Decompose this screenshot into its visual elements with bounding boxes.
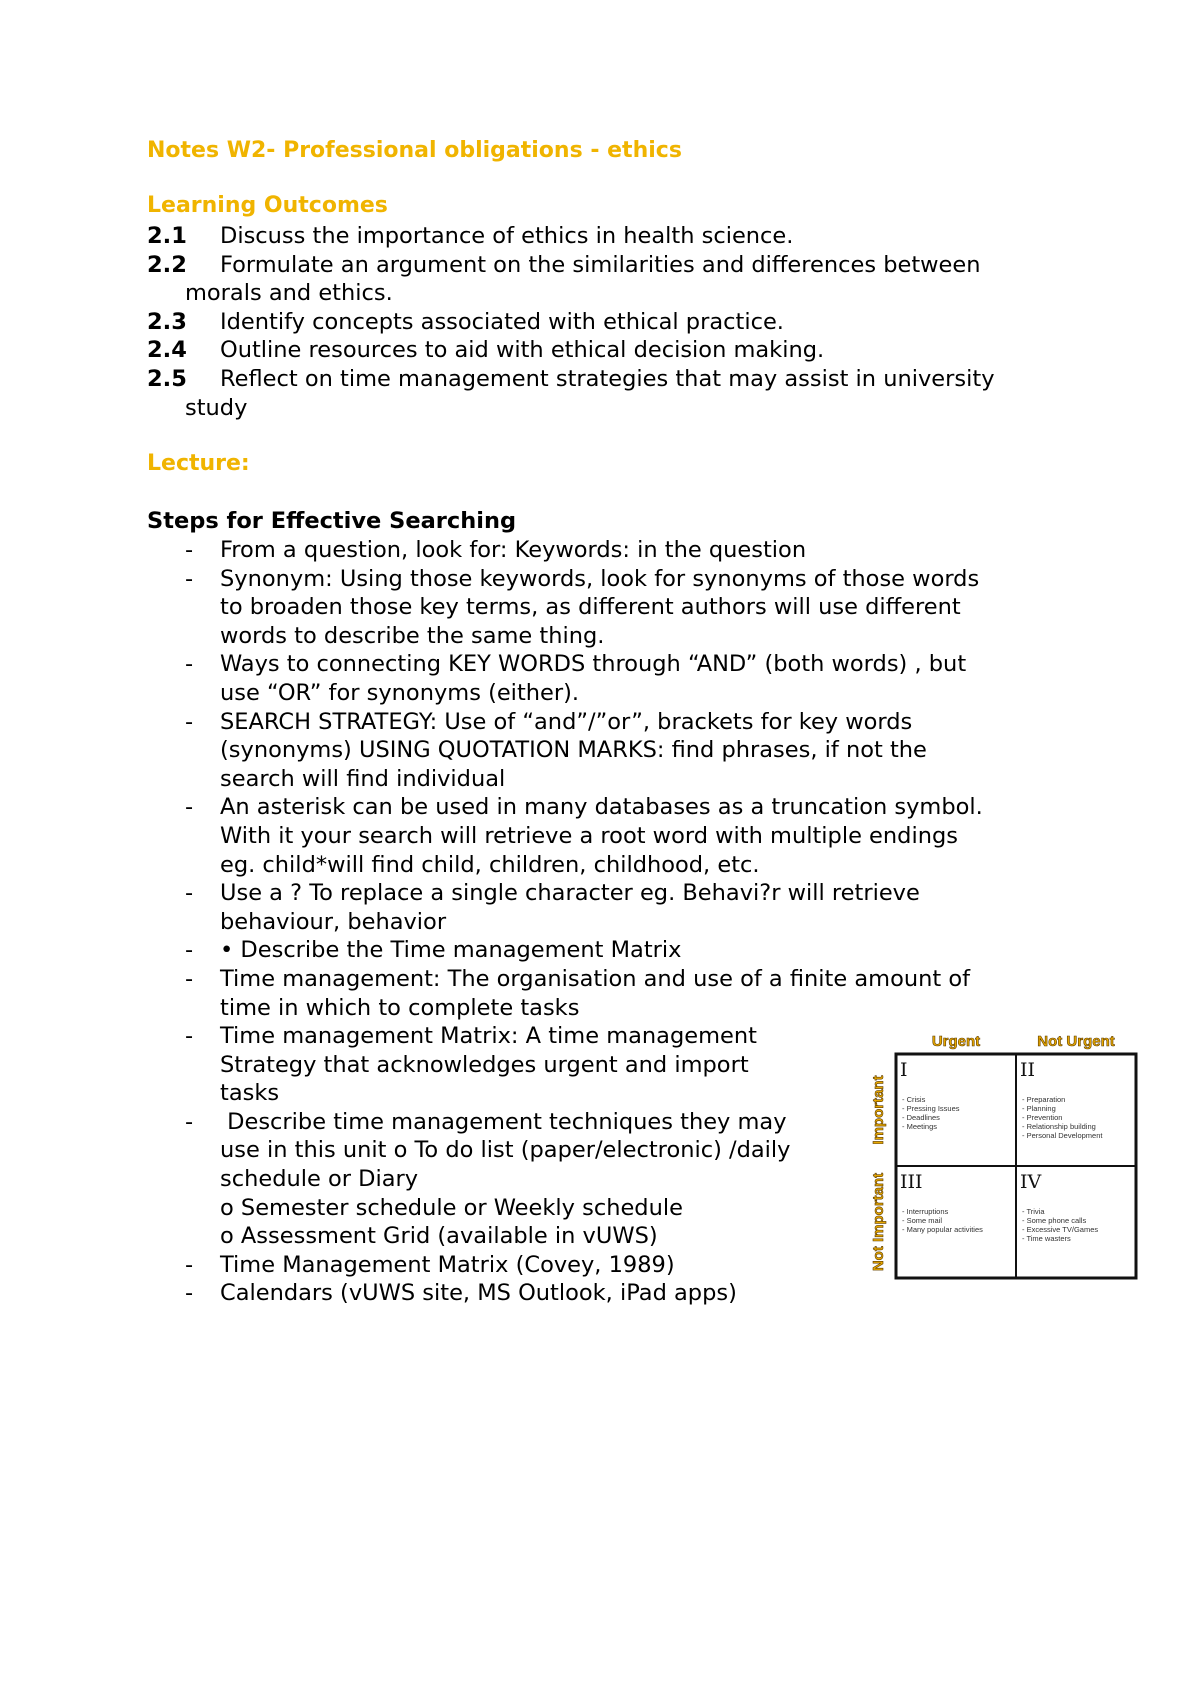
matrix-quadrant-numeral: II (1020, 1059, 1036, 1081)
bullet-item (147, 650, 983, 707)
bullet-text-line: Describe time management techniques they may (220, 1108, 787, 1135)
matrix-quadrant-item: - Many popular activities (902, 1225, 983, 1234)
outcome-text: Reflect on time management strategies that may assist in university (220, 365, 995, 392)
bullet-text-line: (synonyms) USING QUOTATION MARKS: find phrases, if not the (220, 737, 927, 764)
outcome-number: 2.5 (147, 365, 187, 392)
matrix-quadrant-item: - Pressing Issues (902, 1104, 960, 1113)
outcome-item (147, 336, 1097, 365)
outcome-item (147, 222, 1097, 251)
bullet-text-line: use “OR” for synonyms (either). (220, 679, 580, 706)
bullet-text-line: tasks (220, 1080, 280, 1107)
matrix-quadrant-item: - Some mail (902, 1216, 943, 1225)
time-management-matrix-image (858, 1030, 1140, 1282)
learning-outcomes-heading: Learning Outcomes (147, 193, 388, 218)
bullet-dash: - (185, 1023, 194, 1050)
bullet-item (147, 708, 983, 794)
bullet-text-line: With it your search will retrieve a root word with multiple endings (220, 822, 958, 849)
matrix-quadrant-item: - Interruptions (902, 1207, 949, 1216)
learning-outcomes-list (147, 222, 1097, 422)
matrix-quadrant-numeral: I (900, 1059, 908, 1081)
bullet-item (147, 793, 983, 879)
outcome-number: 2.2 (147, 251, 187, 278)
outcome-text: Formulate an argument on the similarities and differences between (220, 251, 981, 278)
bullet-text-line: to broaden those key terms, as different authors will use different (220, 594, 961, 621)
bullet-text-line: An asterisk can be used in many databases as a truncation symbol. (220, 794, 983, 821)
bullet-dash: - (185, 565, 194, 592)
outcome-text-continued: study (185, 394, 248, 421)
matrix-quadrant-item: - Preparation (1022, 1095, 1066, 1104)
bullet-text-line: Strategy that acknowledges urgent and import (220, 1051, 749, 1078)
outcome-text: Identify concepts associated with ethical practice. (220, 308, 784, 335)
matrix-quadrant-item: - Crisis (902, 1095, 926, 1104)
matrix-quadrant-item: - Time wasters (1022, 1234, 1071, 1243)
bullet-item (147, 936, 983, 965)
outcome-item (147, 365, 1097, 422)
matrix-quadrant-item: - Excessive TV/Games (1022, 1225, 1099, 1234)
matrix-row-label-important: Important (870, 1075, 887, 1145)
bullet-dash: - (185, 1108, 194, 1135)
bullet-item (147, 536, 983, 565)
bullet-text-line: o Assessment Grid (available in vUWS) (220, 1223, 658, 1250)
matrix-quadrant-item: - Prevention (1022, 1113, 1063, 1122)
bullet-item (147, 565, 983, 651)
bullet-dash: - (185, 794, 194, 821)
outcome-text: Outline resources to aid with ethical decision making. (220, 337, 825, 364)
bullet-dash: - (185, 880, 194, 907)
steps-heading: Steps for Effective Searching (147, 508, 517, 534)
outcome-item (147, 251, 1097, 308)
outcome-number: 2.1 (147, 223, 187, 249)
bullet-text-line: From a question, look for: Keywords: in the question (220, 537, 807, 563)
matrix-quadrant-item: - Relationship building (1022, 1122, 1096, 1131)
bullet-item (147, 879, 983, 936)
bullet-dash: - (185, 708, 194, 735)
bullet-text-line: eg. child*will find child, children, childhood, etc. (220, 851, 760, 878)
bullet-text-line: behaviour, behavior (220, 908, 447, 935)
matrix-quadrant-item: - Deadlines (902, 1113, 940, 1122)
bullet-dash: - (185, 965, 194, 992)
bullet-text-line: Ways to connecting KEY WORDS through “AND” (both words) , but (220, 651, 967, 678)
bullet-text-line: o Semester schedule or Weekly schedule (220, 1194, 683, 1221)
bullet-text-line: • Describe the Time management Matrix (220, 937, 682, 964)
bullet-text-line: Calendars (vUWS site, MS Outlook, iPad apps) (220, 1280, 737, 1307)
bullet-dash: - (185, 537, 194, 563)
bullet-text-line: Time management Matrix: A time management (220, 1023, 757, 1050)
matrix-row-label-not-important: Not Important (870, 1172, 887, 1272)
matrix-graphic (858, 1030, 1140, 1282)
outcome-text: Discuss the importance of ethics in health science. (220, 223, 794, 249)
bullet-item (147, 965, 983, 1022)
page-title: Notes W2- Professional obligations - ethics (147, 138, 682, 163)
bullet-dash: - (185, 1251, 194, 1278)
bullet-text-line: SEARCH STRATEGY: Use of “and”/”or”, brackets for key words (220, 708, 913, 735)
bullet-text-line: Time management: The organisation and use of a finite amount of (220, 965, 971, 992)
bullet-text-line: use in this unit o To do list (paper/electronic) /daily (220, 1137, 791, 1164)
lecture-heading: Lecture: (147, 451, 250, 476)
bullet-text-line: schedule or Diary (220, 1166, 419, 1193)
matrix-quadrant-item: - Trivia (1022, 1207, 1045, 1216)
matrix-column-label-urgent: Urgent (931, 1033, 981, 1050)
bullet-text-line: search will find individual (220, 765, 506, 792)
matrix-column-label-not-urgent: Not Urgent (1037, 1033, 1115, 1050)
bullet-text-line: Synonym: Using those keywords, look for synonyms of those words (220, 565, 980, 592)
outcome-number: 2.3 (147, 308, 187, 335)
bullet-dash: - (185, 651, 194, 678)
matrix-quadrant-item: - Personal Development (1022, 1131, 1103, 1140)
bullet-item (147, 1279, 983, 1308)
outcome-number: 2.4 (147, 337, 187, 364)
outcome-text-continued: morals and ethics. (185, 280, 393, 307)
matrix-quadrant-item: - Planning (1022, 1104, 1056, 1113)
bullet-text-line: Use a ? To replace a single character eg. Behavi?r will retrieve (220, 880, 920, 907)
bullet-text-line: Time Management Matrix (Covey, 1989) (220, 1251, 675, 1278)
bullet-dash: - (185, 1280, 194, 1307)
outcome-item (147, 308, 1097, 337)
matrix-quadrant-item: - Meetings (902, 1122, 938, 1131)
matrix-quadrant-numeral: III (900, 1171, 923, 1193)
matrix-quadrant-item: - Some phone calls (1022, 1216, 1087, 1225)
bullet-dash: - (185, 937, 194, 964)
bullet-text-line: time in which to complete tasks (220, 994, 580, 1021)
matrix-quadrant-numeral: IV (1020, 1171, 1042, 1193)
bullet-text-line: words to describe the same thing. (220, 622, 605, 649)
